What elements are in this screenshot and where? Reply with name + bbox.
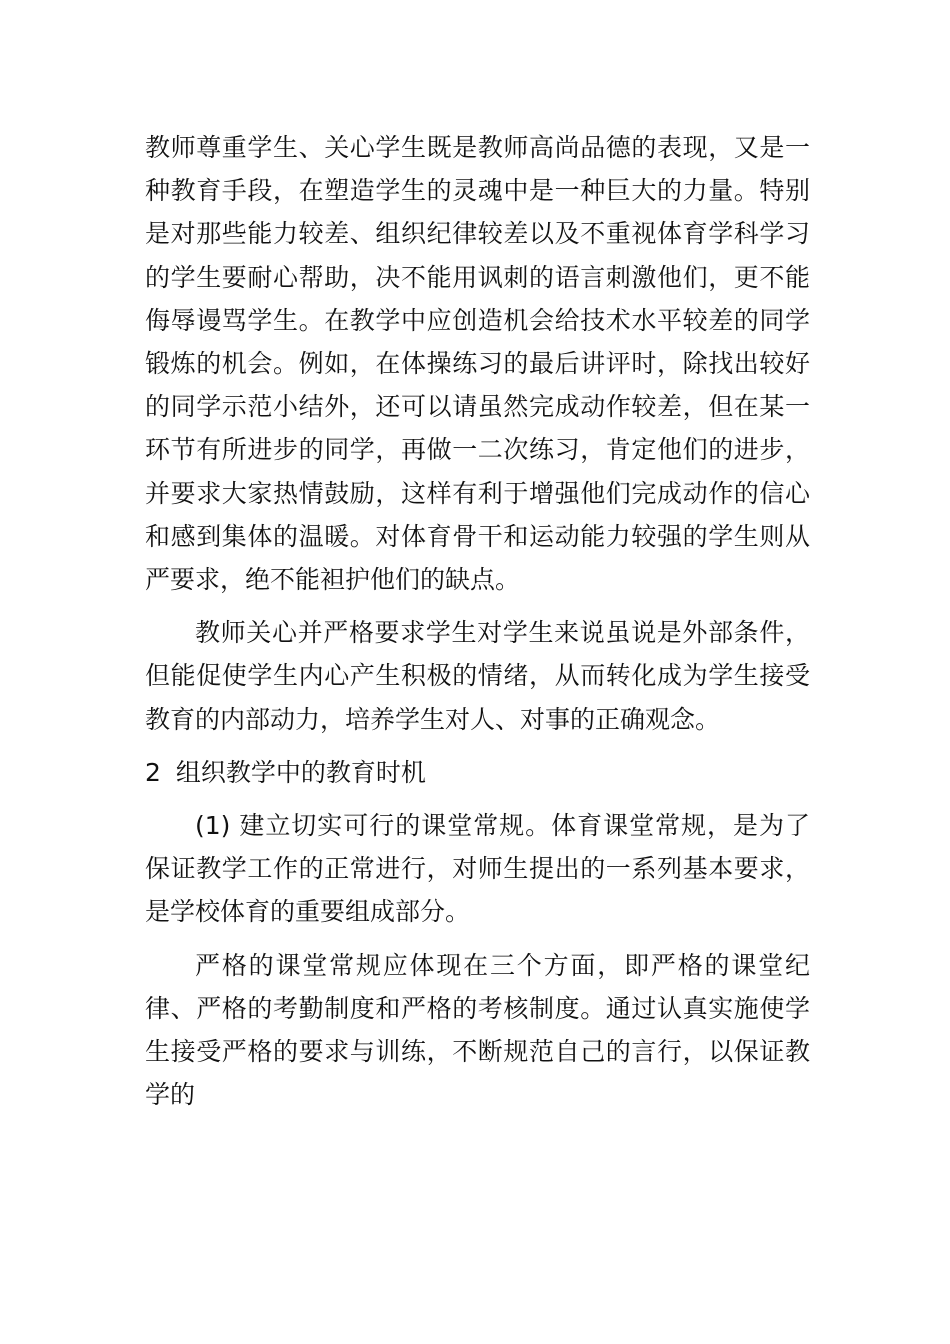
paragraph-classroom-rules: (1) 建立切实可行的课堂常规。体育课堂常规，是为了保证教学工作的正常进行，对师生提出的一系列基本要求，是学校体育的重要组成部分。 [145,811,810,927]
section-heading [145,751,810,794]
document-body [145,126,810,1126]
paragraph-strict-rules: 严格的课堂常规应体现在三个方面，即严格的课堂纪律、严格的考勤制度和严格的考核制度。通过认真实施使学生接受严格的要求与训练，不断规范自己的言行，以保证教学的 [145,950,810,1110]
paragraph-strict-requirements: 教师关心并严格要求学生对学生来说虽说是外部条件，但能促使学生内心产生积极的情绪，从而转化成为学生接受教育的内部动力，培养学生对人、对事的正确观念。 [145,618,810,734]
section-title: 组织教学中的教育时机 [175,757,426,787]
section-number: 2 [145,757,161,787]
paragraph-respect-students: 教师尊重学生、关心学生既是教师高尚品德的表现，又是一种教育手段，在塑造学生的灵魂中是一种巨大的力量。特别是对那些能力较差、组织纪律较差以及不重视体育学科学习的学生要耐心帮助，决不能用讽刺的语言刺激他们，更不能侮辱谩骂学生。在教学中应创造机会给技术水平较差的同学锻炼的机会。例如，在体操练习的最后讲评时，除找出较好的同学示范小结外，还可以请虽然完成动作较差，但在某一环节有所进步的同学，再做一二次练习，肯定他们的进步，并要求大家热情鼓励，这样有利于增强他们完成动作的信心和感到集体的温暖。对体育骨干和运动能力较强的学生则从严要求，绝不能袒护他们的缺点。 [145,133,810,595]
